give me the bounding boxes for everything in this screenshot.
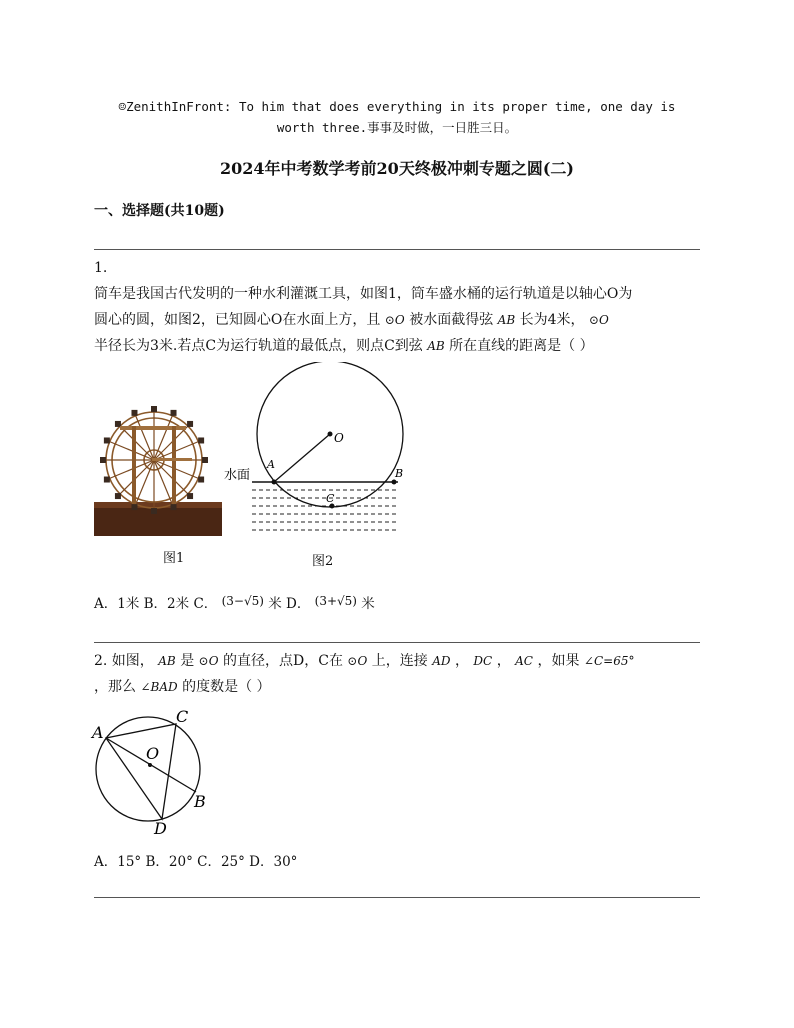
q2-line-1: 2. 如图， AB 是 ⊙O 的直径，点D，C在 ⊙O 上，连接 AD ， DC ， AC ，如果 ∠C=65°: [94, 653, 635, 669]
wheel-bucket: [171, 504, 177, 510]
label-a: A: [92, 723, 104, 742]
label-b: B: [395, 467, 404, 480]
header-motto: [94, 96, 700, 138]
circle-o-symbol: ⊙O: [384, 313, 405, 327]
wheel-bucket: [171, 410, 177, 416]
option-d-unit: 米: [361, 596, 375, 612]
wheel-bucket: [104, 437, 110, 443]
wheel-bucket: [198, 437, 204, 443]
wheel-bucket: [202, 457, 208, 463]
option-c-prefix: C．: [193, 596, 218, 612]
wheel-bucket: [104, 477, 110, 483]
option-d-math: (3+√5): [314, 594, 357, 608]
label-c: C: [176, 707, 189, 726]
divider-middle: [94, 642, 700, 643]
q2-circle-diagram: [88, 704, 218, 838]
chord-ab: AB: [427, 339, 445, 353]
angle-c: ∠C=65°: [583, 654, 635, 668]
label-d: D: [154, 819, 167, 838]
q1-line-1: 筒车是我国古代发明的一种水利灌溉工具，如图1，筒车盛水桶的运行轨道是以轴心O为: [94, 286, 633, 302]
q1-options: [94, 592, 375, 612]
label-b: B: [194, 792, 206, 811]
q2-options: A．15° B．20° C．25° D．30°: [94, 854, 298, 870]
q1-line-2: 圆心的圆，如图2，已知圆心O在水面上方，且 ⊙O 被水面截得弦 AB 长为4米， ⊙O: [94, 312, 609, 328]
motto-line-2: worth three.事事及时做，一日胜三日。: [276, 120, 518, 135]
wheel-bucket: [115, 493, 121, 499]
water-label: 水面: [224, 468, 251, 483]
radius-oa: [274, 434, 330, 482]
label-o: O: [146, 744, 160, 763]
option-d-prefix: D．: [286, 596, 311, 612]
wheel-bucket: [151, 508, 157, 514]
page-title: 2024年中考数学考前20天终极冲刺专题之圆(二): [220, 159, 574, 178]
divider-bottom: [94, 897, 700, 898]
q1-number: 1.: [94, 260, 108, 276]
question-1: [94, 255, 700, 359]
option-c-math: (3−√5): [221, 594, 264, 608]
wheel-bucket: [198, 477, 204, 483]
point-b: [392, 480, 397, 485]
wheel-bucket: [100, 457, 106, 463]
option-a: A．1米: [94, 596, 140, 612]
wheel-bucket: [131, 410, 137, 416]
waterwheel-photo: [92, 398, 226, 538]
wheel-bucket: [131, 504, 137, 510]
center-point: [328, 432, 333, 437]
fig2-caption: 图2: [312, 554, 334, 569]
circle-o-symbol: ⊙O: [347, 654, 368, 668]
circle-o: [96, 717, 200, 821]
wheel-bucket: [187, 493, 193, 499]
question-2: [94, 648, 700, 700]
q2-line-2: ，那么 ∠BAD 的度数是（ ）: [94, 679, 271, 695]
divider-top: [94, 249, 700, 250]
option-b: B．2米: [143, 596, 190, 612]
angle-bad: ∠BAD: [140, 680, 178, 694]
label-c: C: [326, 492, 335, 505]
circle-o-symbol: ⊙O: [198, 654, 219, 668]
circle-o-symbol: ⊙O: [588, 313, 609, 327]
label-a: A: [267, 458, 275, 471]
center-point: [148, 763, 152, 767]
wheel-bucket: [151, 406, 157, 412]
point-a: [272, 480, 277, 485]
section-heading: 一、选择题(共10题): [94, 203, 225, 219]
chord-ab: AB: [497, 313, 516, 327]
fig1-caption: 图1: [163, 551, 185, 566]
motto-line-1: ☺ZenithInFront: To him that does everything in its proper time, one day is: [118, 99, 676, 114]
water-hatching: [252, 490, 398, 530]
q1-line-3: 半径长为3米.若点C为运行轨道的最低点，则点C到弦 AB 所在直线的距离是（ ）: [94, 338, 594, 354]
option-c-unit: 米: [268, 596, 282, 612]
triangle-acd: [106, 724, 176, 819]
label-o: O: [334, 431, 344, 445]
figure-2-diagram: [222, 362, 412, 542]
wheel-bucket: [187, 421, 193, 427]
